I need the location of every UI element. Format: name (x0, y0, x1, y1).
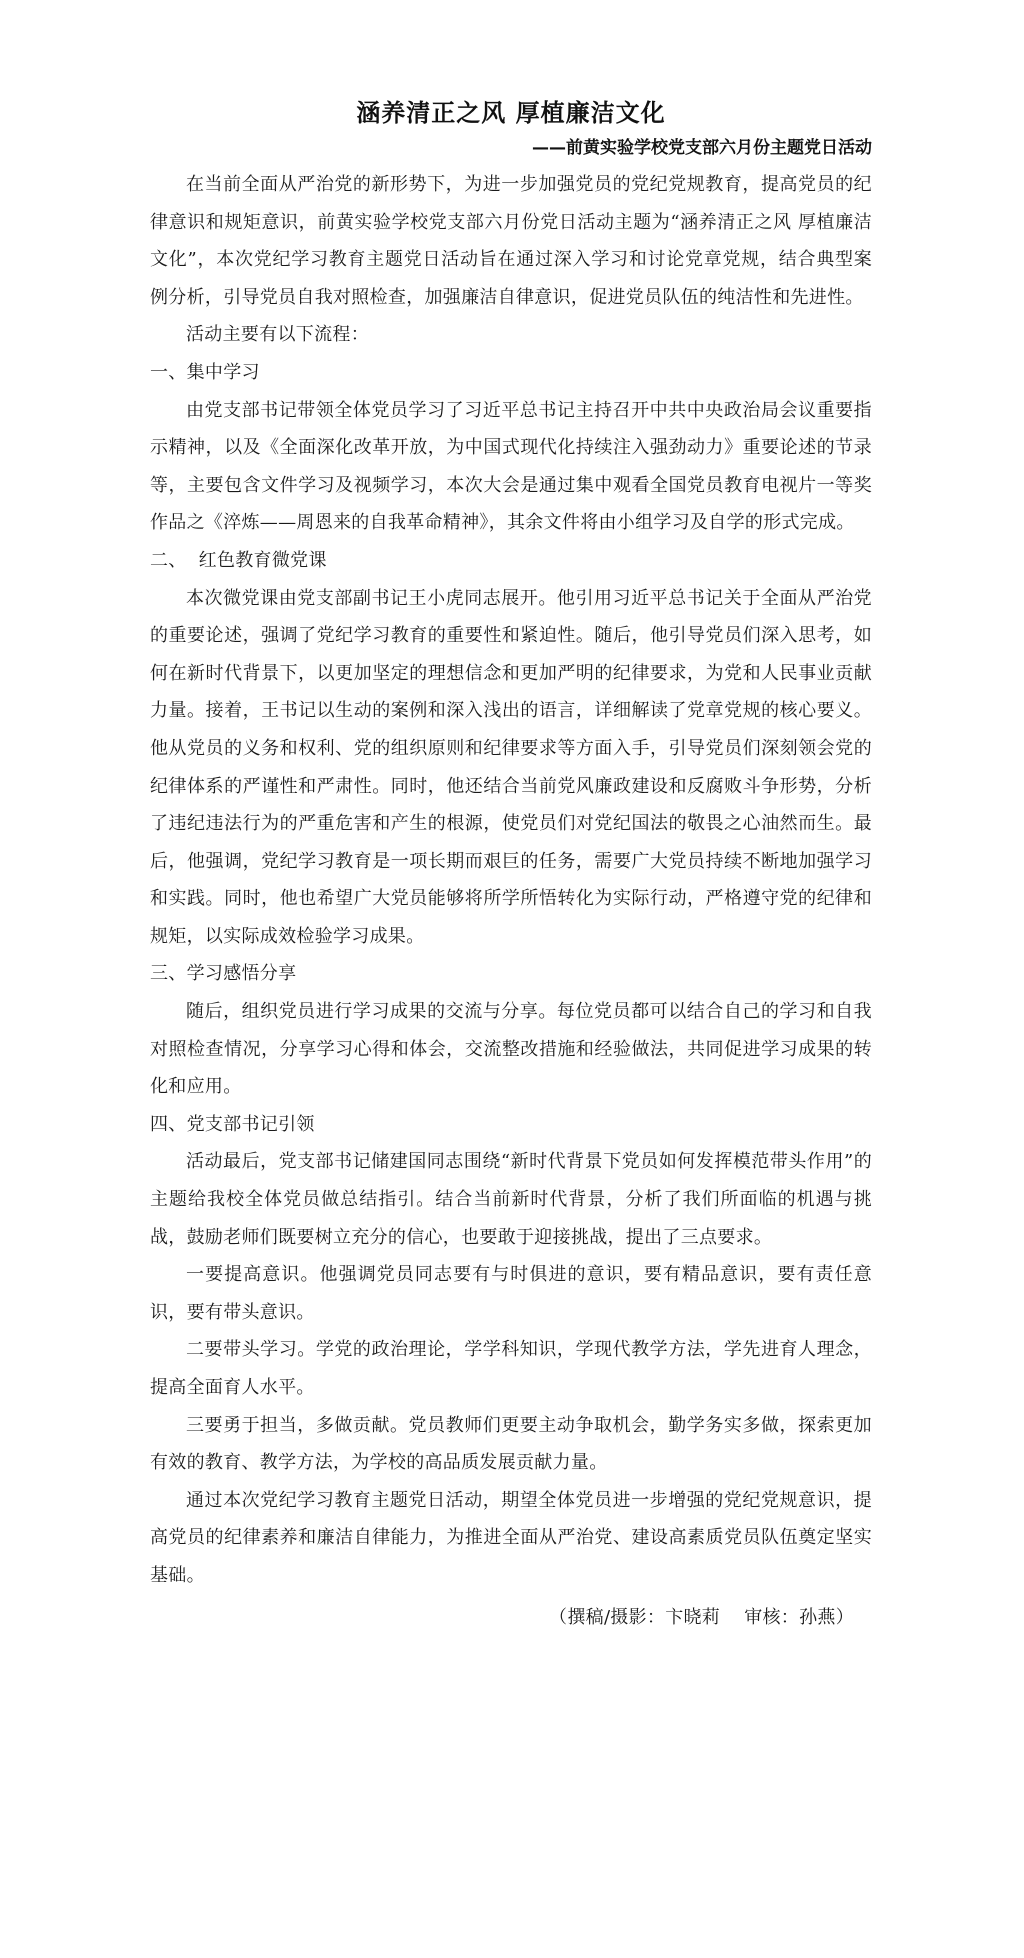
section-paragraph: 随后，组织党员进行学习成果的交流与分享。每位党员都可以结合自己的学习和自我对照检查情况，分享学习心得和体会，交流整改措施和经验做法，共同促进学习成果的转化和应用。 (150, 1001, 872, 1098)
section-paragraph: 活动最后，党支部书记储建国同志围绕“新时代背景下党员如何发挥模范带头作用”的主题给我校全体党员做总结指引。结合当前新时代背景，分析了我们所面临的机遇与挑战，鼓励老师们既要树立充分的信心，也要敢于迎接挑战，提出了三点要求。 (150, 1151, 872, 1248)
requirement-1: 一要提高意识。他强调党员同志要有与时俱进的意识，要有精品意识，要有责任意识，要有带头意识。 (150, 1264, 872, 1323)
section-heading: 一、集中学习 (150, 361, 260, 383)
section-1 (150, 354, 872, 542)
process-intro: 活动主要有以下流程： (186, 324, 369, 346)
section-2 (150, 542, 872, 956)
article (150, 96, 872, 1636)
section-paragraph: 由党支部书记带领全体党员学习了习近平总书记主持召开中共中央政治局会议重要指示精神，以及《全面深化改革开放，为中国式现代化持续注入强劲动力》重要论述的节录等，主要包含文件学习及视频学习，本次大会是通过集中观看全国党员教育电视片一等奖作品之《淬炼——周恩来的自我革命精神》，其余文件将由小组学习及自学的形式完成。 (150, 399, 872, 534)
section-heading: 三、学习感悟分享 (150, 963, 297, 985)
requirement-2: 二要带头学习。学党的政治理论，学学科知识，学现代教学方法，学先进育人理念，提高全面育人水平。 (150, 1339, 872, 1398)
section-heading: 二、 红色教育微党课 (150, 549, 327, 571)
section-3 (150, 955, 872, 1105)
author-signature: （撰稿/摄影：卞晓莉 审核：孙燕） (549, 1606, 854, 1628)
section-heading: 四、党支部书记引领 (150, 1113, 315, 1135)
requirement-3: 三要勇于担当，多做贡献。党员教师们更要主动争取机会，勤学务实多做，探索更加有效的教育、教学方法，为学校的高品质发展贡献力量。 (150, 1414, 872, 1474)
section-paragraph: 本次微党课由党支部副书记王小虎同志展开。他引用习近平总书记关于全面从严治党的重要论述，强调了党纪学习教育的重要性和紧迫性。随后，他引导党员们深入思考，如何在新时代背景下，以更加坚定的理想信念和更加严明的纪律要求，为党和人民事业贡献力量。接着，王书记以生动的案例和深入浅出的语言，详细解读了党章党规的核心要义。他从党员的义务和权利、党的组织原则和纪律要求等方面入手，引导党员们深刻领会党的纪律体系的严谨性和严肃性。同时，他还结合当前党风廉政建设和反腐败斗争形势，分析了违纪违法行为的严重危害和产生的根源，使党员们对党纪国法的敬畏之心油然而生。最后，他强调，党纪学习教育是一项长期而艰巨的任务，需要广大党员持续不断地加强学习和实践。同时，他也希望广大党员能够将所学所悟转化为实际行动，严格遵守党的纪律和规矩，以实际成效检验学习成果。 (150, 587, 872, 947)
article-title: 涵养清正之风 厚植廉洁文化 (356, 99, 666, 127)
article-subtitle: ——前黄实验学校党支部六月份主题党日活动 (532, 138, 872, 158)
intro-paragraph: 在当前全面从严治党的新形势下，为进一步加强党员的党纪党规教育，提高党员的纪律意识和规矩意识，前黄实验学校党支部六月份党日活动主题为“涵养清正之风 厚植廉洁文化”，本次党纪学习教育主题党日活动旨在通过深入学习和讨论党章党规，结合典型案例分析，引导党员自我对照检查，加强廉洁自律意识，促进党员队伍的纯洁性和先进性。 (150, 174, 872, 308)
conclusion-paragraph: 通过本次党纪学习教育主题党日活动，期望全体党员进一步增强的党纪党规意识，提高党员的纪律素养和廉洁自律能力，为推进全面从严治党、建设高素质党员队伍奠定坚实基础。 (150, 1489, 872, 1586)
section-4 (150, 1106, 872, 1482)
